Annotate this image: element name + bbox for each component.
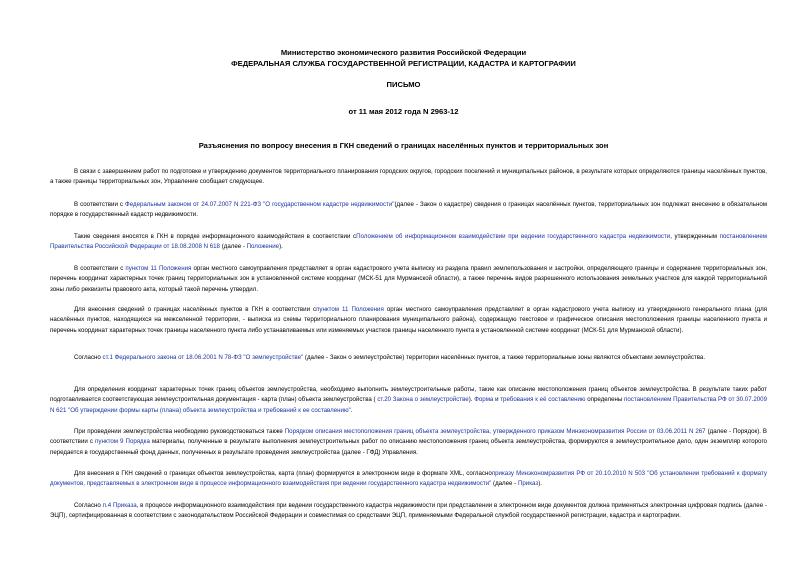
paragraph <box>50 232 767 253</box>
document-link[interactable]: приказу Минэкономразвития РФ от 20.10.2010 N 503 "Об установлении требований к формату документов, представляемых в электронном виде в процессе информационного взаимодействия при ведении государственного кадастра недвижимости" <box>50 470 767 488</box>
document-link[interactable]: постановлением Правительства РФ от 30.07.2009 N 621 "Об утверждении формы карты (плана) объекта землеустройства и требований к ее составлению" <box>50 396 767 414</box>
paragraph-text: (далее - Порядок). В соответствии с <box>50 428 768 446</box>
paragraph <box>50 200 767 221</box>
paragraph-text: Согласно <box>74 502 103 509</box>
paragraph-text: В соответствии с <box>74 265 126 272</box>
document-link[interactable]: Порядком описания местоположения границ объекта землеустройства <box>284 428 490 435</box>
document-link[interactable]: постановлением Правительства Российской Федерации от 18.08.2008 N 618 <box>50 233 767 251</box>
paragraph <box>50 469 767 490</box>
document-subject: Разъяснения по вопросу внесения в ГКН сведений о границах населённых пунктов и территориальных зон <box>198 141 609 150</box>
paragraph-text: В связи с завершением работ по подготовке и утверждению документов территориального планирования городских округов, городских поселений и муниципальных районов, в результате которых определяются границы населённых пунктов, а также границы территориальных зон, Управление сообщает следующее. <box>50 168 767 186</box>
paragraph-text: Для внесения в ГКН сведений о границах объектов землеустройства, карта (план) формируется в электронном виде в формате XML, согласно <box>74 470 492 477</box>
paragraph-text: (далее - <box>491 480 518 488</box>
paragraph-text: В соответствии с <box>74 201 126 208</box>
paragraph-text: . <box>350 406 353 414</box>
document-link[interactable]: п.4 Приказа <box>102 502 137 509</box>
ministry-line: Министерство экономического развития Российской Федерации <box>280 48 527 57</box>
paragraph <box>50 385 767 416</box>
paragraph-text: , утвержденным <box>670 233 720 240</box>
paragraph-text: (далее - Закон о землеустройстве) территории населённых пунктов, а также территориальные зоны являются объектами землеустройства. <box>303 354 706 361</box>
document-link[interactable]: ст.1 Федерального закона от 18.06.2001 N 78-ФЗ "О землеустройстве" <box>102 354 304 361</box>
document-link[interactable]: пунктом 11 Положения <box>125 265 192 272</box>
paragraph-text: Для определения координат характерных точек границ объектов землеустройства, необходимо выполнить землеустроительные работы, такие как описание местоположения границ объектов землеустройства. В результате таких работ подготавливается соответствующая землеустроительная документация - карта (план) объекта землеустройства ( <box>50 386 767 404</box>
paragraph-text: ). <box>279 243 283 251</box>
paragraph-text: Согласно <box>74 354 103 361</box>
paragraph <box>50 305 767 336</box>
paragraph-text: (далее - <box>219 243 247 251</box>
document-link[interactable]: Положением об информационном взаимодействии при ведении государственного кадастра недвижимости <box>356 233 671 240</box>
paragraph-text: определены <box>585 396 625 404</box>
document-link[interactable]: ст.20 Закона о землеустройстве <box>377 396 469 404</box>
document-link[interactable]: требования к её составлению <box>500 396 586 404</box>
document-type: ПИСЬМО <box>386 80 421 89</box>
paragraph-text: ). <box>538 480 542 488</box>
document-link[interactable]: Федеральным законом от 24.07.2007 N 221-ФЗ "О государственном кадастре недвижимости" <box>125 201 395 208</box>
paragraph-text: Такие сведения вносятся в ГКН в порядке информационного взаимодействия в соответствии с <box>74 233 357 240</box>
service-line: ФЕДЕРАЛЬНАЯ СЛУЖБА ГОСУДАРСТВЕННОЙ РЕГИСТРАЦИИ, КАДАСТРА И КАРТОГРАФИИ <box>231 59 576 68</box>
document-link[interactable]: пунктом 9 Порядка <box>95 438 150 446</box>
paragraph-text: материалы, полученные в результате выполнения землеустроительных работ по описанию местоположения границ объекта землеустройства, формируются в землеустроительное дело, один экземпляр которого передается в государственный фонд данных, полученных в результате проведения землеустройства (далее - ГФД) Управления. <box>50 438 767 456</box>
paragraph-text: и <box>493 396 501 404</box>
document-link[interactable]: Форма <box>474 396 494 404</box>
document-link[interactable]: , утвержденного приказом Минэкономразвития России от 03.06.2011 N 267 <box>489 428 706 435</box>
paragraph <box>50 167 767 188</box>
paragraph-text: орган местного самоуправления представляет в орган кадастрового учета выписку из раздела правил землепользования и застройки, определяющего границы и содержание территориальных зон, перечень координат характерных точек границ территориальных зон в установленной системе координат (МСК-51 для Мурманской области), а также перечень видов разрешенного использования земельных участков для каждой территориальной зоны либо реквизиты правового акта, который такой перечень утвердил. <box>50 265 767 293</box>
paragraph <box>50 264 767 295</box>
document-link[interactable]: Приказ <box>517 480 539 488</box>
paragraph <box>50 501 767 522</box>
paragraph-text: , в процессе информационного взаимодействия при ведении государственного кадастра недвижимости при представлении в электронном виде документов должна применяться электронная цифровая подпись (далее - ЭЦП), сертифицированная в соответствии с законодательством Российской Федерации и совместимая со средствами ЭЦП, применяемыми Федеральной службой государственной регистрации, кадастра и картографии. <box>50 502 768 520</box>
paragraph <box>50 353 767 363</box>
paragraph-text: орган местного самоуправления представляет в орган кадастрового учета выписку из утвержденного генерального плана (для населённых пунктов, находящихся на межселенной территории, - выписка из схемы территориального планирования муниципального района), содержащую текстовое и графическое описания местоположения границы населенного пункта и перечень координат характерных точек границы населенного пункта либо устанавливаемых или изменяемых участков границы населенного пункта в установленной системе координат (МСК-51 для Мурманской области). <box>50 306 768 334</box>
paragraph-text: (далее - Закон о кадастре) сведения о границах населённых пунктов, территориальных зон подлежат внесению в обязательном порядке в государственный кадастр недвижимости. <box>50 201 767 219</box>
paragraph <box>50 427 767 458</box>
paragraph-text: Для внесения сведений о границах населённых пунктов в ГКН в соответствии с <box>74 306 317 313</box>
paragraph-text: При проведении землеустройства необходимо руководствоваться также <box>74 428 285 435</box>
document-link[interactable]: пунктом 11 Положения <box>316 306 384 313</box>
document-date-number: от 11 мая 2012 года N 2963-12 <box>348 107 459 116</box>
document-link[interactable]: Положение <box>246 243 280 251</box>
paragraph-text: ). <box>468 396 475 404</box>
